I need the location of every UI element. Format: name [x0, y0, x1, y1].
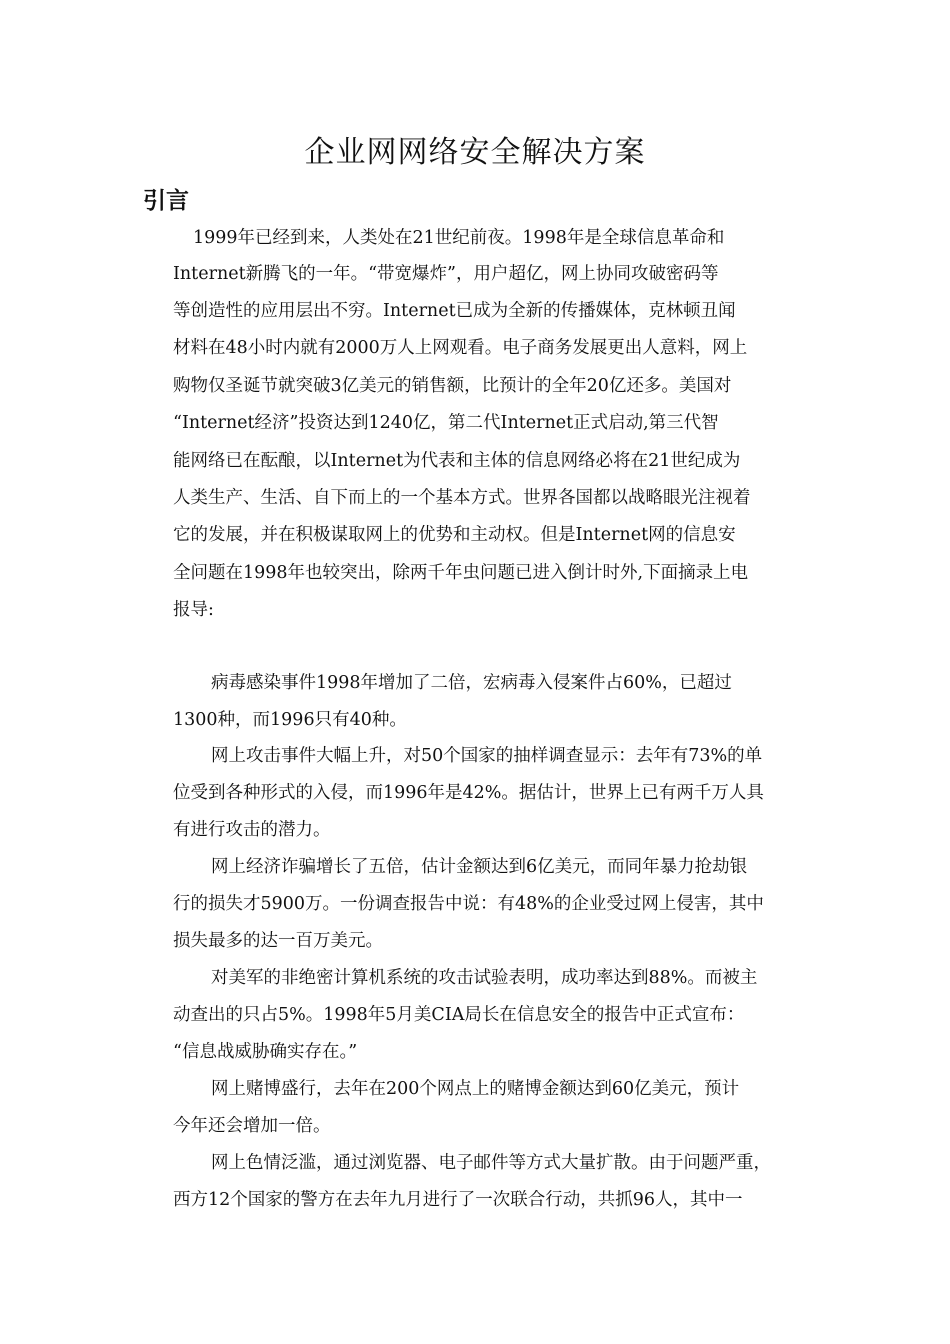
text-line: 今年还会增加一倍。: [173, 1116, 331, 1136]
text-line: 位受到各种形式的入侵，而1996年是42%。据估计，世界上已有两千万人具: [173, 783, 764, 803]
text-line: 网上赌博盛行，去年在200个网点上的赌博金额达到60亿美元，预计: [211, 1079, 740, 1099]
text-line: 1300种，而1996只有40种。: [173, 710, 407, 730]
text-line: 有进行攻击的潜力。: [173, 820, 331, 840]
text-line: “信息战威胁确实存在。”: [173, 1042, 358, 1062]
text-line: 网上经济诈骗增长了五倍，估计金额达到6亿美元，而同年暴力抢劫银: [211, 857, 748, 877]
text-line: 能网络已在酝酿，以Internet为代表和主体的信息网络必将在21世纪成为: [173, 451, 741, 471]
text-line: 报导:: [173, 600, 214, 620]
text-line: “Internet经济”投资达到1240亿，第二代Internet正式启动,第三代智: [173, 413, 719, 433]
text-line: 损失最多的达一百万美元。: [173, 931, 383, 951]
text-line: Internet新腾飞的一年。“带宽爆炸”，用户超亿，网上协同攻破密码等: [173, 264, 719, 284]
text-line: 购物仅圣诞节就突破3亿美元的销售额，比预计的全年20亿还多。美国对: [173, 376, 732, 396]
section-heading-introduction: 引言: [143, 188, 189, 214]
text-line: 病毒感染事件1998年增加了二倍，宏病毒入侵案件占60%，已超过: [211, 673, 732, 693]
text-line: 西方12个国家的警方在去年九月进行了一次联合行动，共抓96人，其中一: [173, 1190, 743, 1210]
text-line: 行的损失才5900万。一份调查报告中说：有48%的企业受过网上侵害，其中: [173, 894, 764, 914]
text-line: 它的发展，并在积极谋取网上的优势和主动权。但是Internet网的信息安: [173, 525, 736, 545]
text-line: 等创造性的应用层出不穷。Internet已成为全新的传播媒体，克林顿丑闻: [173, 301, 736, 321]
document-title: 企业网网络安全解决方案: [304, 135, 646, 170]
text-line: 全问题在1998年也较突出，除两千年虫问题已进入倒计时外,下面摘录上电: [173, 563, 749, 583]
text-line: 人类生产、生活、自下而上的一个基本方式。世界各国都以战略眼光注视着: [173, 488, 751, 508]
text-line: 网上色情泛滥，通过浏览器、电子邮件等方式大量扩散。由于问题严重，: [211, 1153, 771, 1173]
text-line: 材料在48小时内就有2000万人上网观看。电子商务发展更出人意料，网上: [173, 338, 748, 358]
text-line: 网上攻击事件大幅上升，对50个国家的抽样调查显示：去年有73%的单: [211, 746, 763, 766]
text-line: 动查出的只占5%。1998年5月美CIA局长在信息安全的报告中正式宣布：: [173, 1005, 745, 1025]
text-line: 1999年已经到来，人类处在21世纪前夜。1998年是全球信息革命和: [193, 228, 725, 248]
text-line: 对美军的非绝密计算机系统的攻击试验表明，成功率达到88%。而被主: [211, 968, 758, 988]
